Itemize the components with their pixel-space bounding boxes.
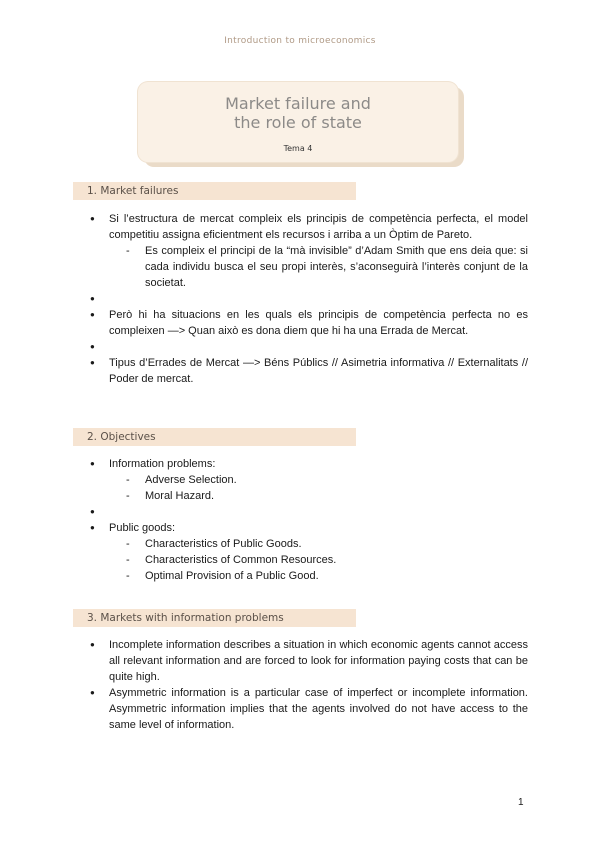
- list-item: ● Incomplete information describes a situation in which economic agents cannot access all relevant information and are forced to look for information paying costs that can be quite high.: [90, 637, 528, 685]
- list-item: [90, 211, 528, 291]
- section-heading-market-failures: 1. Market failures: [73, 182, 356, 200]
- spacer: [90, 504, 528, 520]
- list-item: ● Tipus d’Errades de Mercat —> Béns Públics // Asimetria informativa // Externalitats // Poder de mercat.: [90, 355, 528, 387]
- list-item: ● Però hi ha situacions en les quals els principis de competència perfecta no es compleixen —> Quan això es dona diem que hi ha una Errada de Mercat.: [90, 307, 528, 339]
- section-heading-objectives: 2. Objectives: [73, 428, 356, 446]
- section-1-list: [90, 211, 528, 387]
- list-item: ● Asymmetric information is a particular case of imperfect or incomplete information. Asymmetric information implies that the agents involved do not have access to the same level of information.: [90, 685, 528, 733]
- spacer: [90, 291, 528, 307]
- section-2-list: [90, 456, 528, 584]
- sub-list-item: - Moral Hazard.: [109, 488, 528, 504]
- sub-list-item: - Optimal Provision of a Public Good.: [109, 568, 528, 584]
- sub-list-item: - Es compleix el principi de la “mà invisible” d’Adam Smith que ens deia que: si cada individu busca el seu propi interès, s’aconseguirà l’interès conjunt de la societat.: [109, 243, 528, 291]
- document-title: [138, 94, 458, 132]
- sub-list-item: - Characteristics of Public Goods.: [109, 536, 528, 552]
- bullet-text: Si l’estructura de mercat compleix els principis de competència perfecta, el model competitiu assigna eficientment els recursos i arriba a un Òptim de Pareto.: [109, 213, 528, 241]
- sub-list: [109, 243, 528, 291]
- title-line-1: Market failure and: [225, 94, 371, 113]
- title-line-2: the role of state: [234, 113, 362, 132]
- bullet-text: Public goods:: [109, 522, 176, 534]
- spacer: [90, 339, 528, 355]
- sub-list-item: - Adverse Selection.: [109, 472, 528, 488]
- document-subtitle: Tema 4: [283, 144, 313, 153]
- sub-list-item: - Characteristics of Common Resources.: [109, 552, 528, 568]
- bullet-text: Information problems:: [109, 458, 216, 470]
- running-header: Introduction to microeconomics: [224, 36, 376, 46]
- sub-list: [109, 536, 528, 584]
- title-box: [138, 82, 458, 162]
- section-3-list: [90, 637, 528, 733]
- list-item: [90, 520, 528, 584]
- section-heading-information-problems: 3. Markets with information problems: [73, 609, 356, 627]
- sub-list: [109, 472, 528, 504]
- list-item: [90, 456, 528, 504]
- page-number: 1: [518, 797, 524, 808]
